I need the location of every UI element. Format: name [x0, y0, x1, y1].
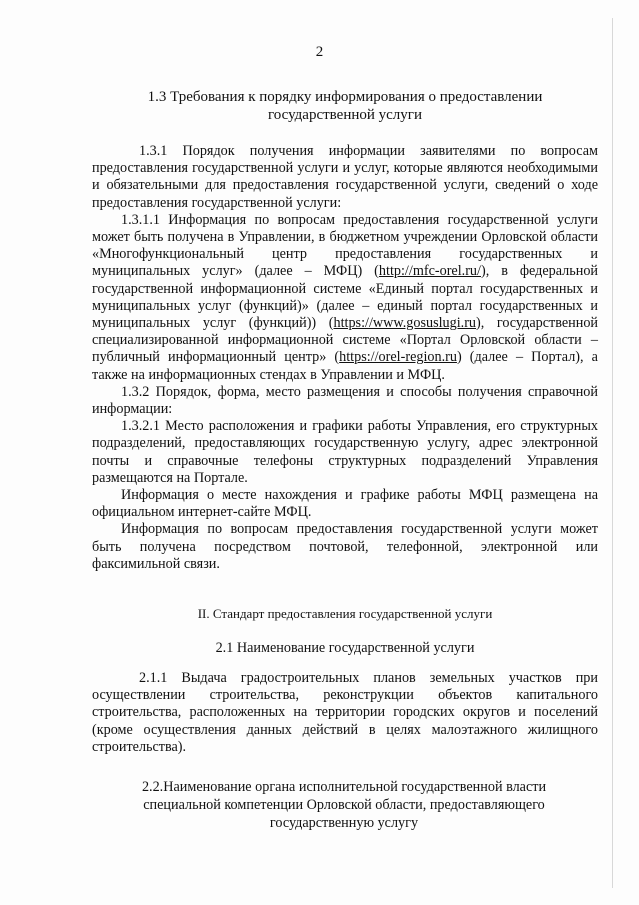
- paragraph-1-3-1: 1.3.1 Порядок получения информации заявителями по вопросам предоставления государственной услуги и услуг, которые являются необходимыми и обязательными для предоставления государственной услуги, сведений о ходе предоставления государственной услуги:: [92, 143, 598, 211]
- paragraph-1-3-1-1-text-c: ), государственной специализированной информационной системе «Портал Орловской области – публичный информационный центр» (: [92, 315, 599, 366]
- page-number: 2: [315, 44, 324, 60]
- paragraph-1-3-1-1: [92, 212, 598, 384]
- link-gosuslugi[interactable]: https://www.gosuslugi.ru: [333, 315, 477, 332]
- paragraph-contact-info: Информация по вопросам предоставления государственной услуги может быть получена посредством почтовой, телефонной, электронной или факсимильной связи.: [92, 521, 598, 572]
- section-2-1-body: [92, 670, 598, 756]
- paragraph-1-3-2: 1.3.2 Порядок, форма, место размещения и способы получения справочной информации:: [92, 383, 598, 418]
- paragraph-mfc-info: Информация о месте нахождения и графике работы МФЦ размещена на официальном интернет-сайте МФЦ.: [92, 487, 598, 521]
- paragraph-1-3-1-1-text-d: ) (далее – Портал), а также на информационных стендах в Управлении и МФЦ.: [92, 349, 598, 383]
- section-2-title: II. Стандарт предоставления государственной услуги: [197, 606, 493, 621]
- link-mfc[interactable]: http://mfc-orel.ru/: [378, 263, 481, 280]
- section-1-3-body: [92, 143, 598, 573]
- section-2-2-title: 2.2.Наименование органа исполнительной государственной власти специальной компетенции Орловской области, предоставляющего государственную услугу: [141, 779, 547, 831]
- paragraph-1-3-2-1: 1.3.2.1 Место расположения и графики работы Управления, его структурных подразделений, предоставляющих государственную услугу, адрес электронной почты и справочные телефоны структурных подразделений Управления размещаются на Портале.: [92, 418, 598, 486]
- section-1-3-title: 1.3 Требования к порядку информирования о предоставлении государственной услуги: [147, 89, 543, 123]
- paragraph-1-3-1-1-text-b: ), в федеральной государственной информационной системе «Единый портал государственных и муниципальных услуг (функций)» (далее – единый портал государственных и муниципальных услуг (функций)) (: [92, 263, 598, 332]
- paragraph-1-3-1-1-text-a: 1.3.1.1 Информация по вопросам предоставления государственной услуги может быть получена в Управлении, в бюджетном учреждении Орловской области «Многофункциональный центр предоставления государственных и муниципальных услуг» (далее – МФЦ) (: [92, 211, 598, 280]
- section-2-1-title: 2.1 Наименование государственной услуги: [215, 640, 475, 656]
- link-orel-region[interactable]: https://orel-region.ru: [339, 349, 457, 366]
- paragraph-2-1-1: 2.1.1 Выдача градостроительных планов земельных участков при осуществлении строительства, реконструкции объектов капитального строительства, расположенных на территории городских округов и поселений (кроме осуществления данных действий в целях малоэтажного жилищного строительства).: [92, 670, 598, 755]
- scan-artifact-line: [612, 18, 613, 888]
